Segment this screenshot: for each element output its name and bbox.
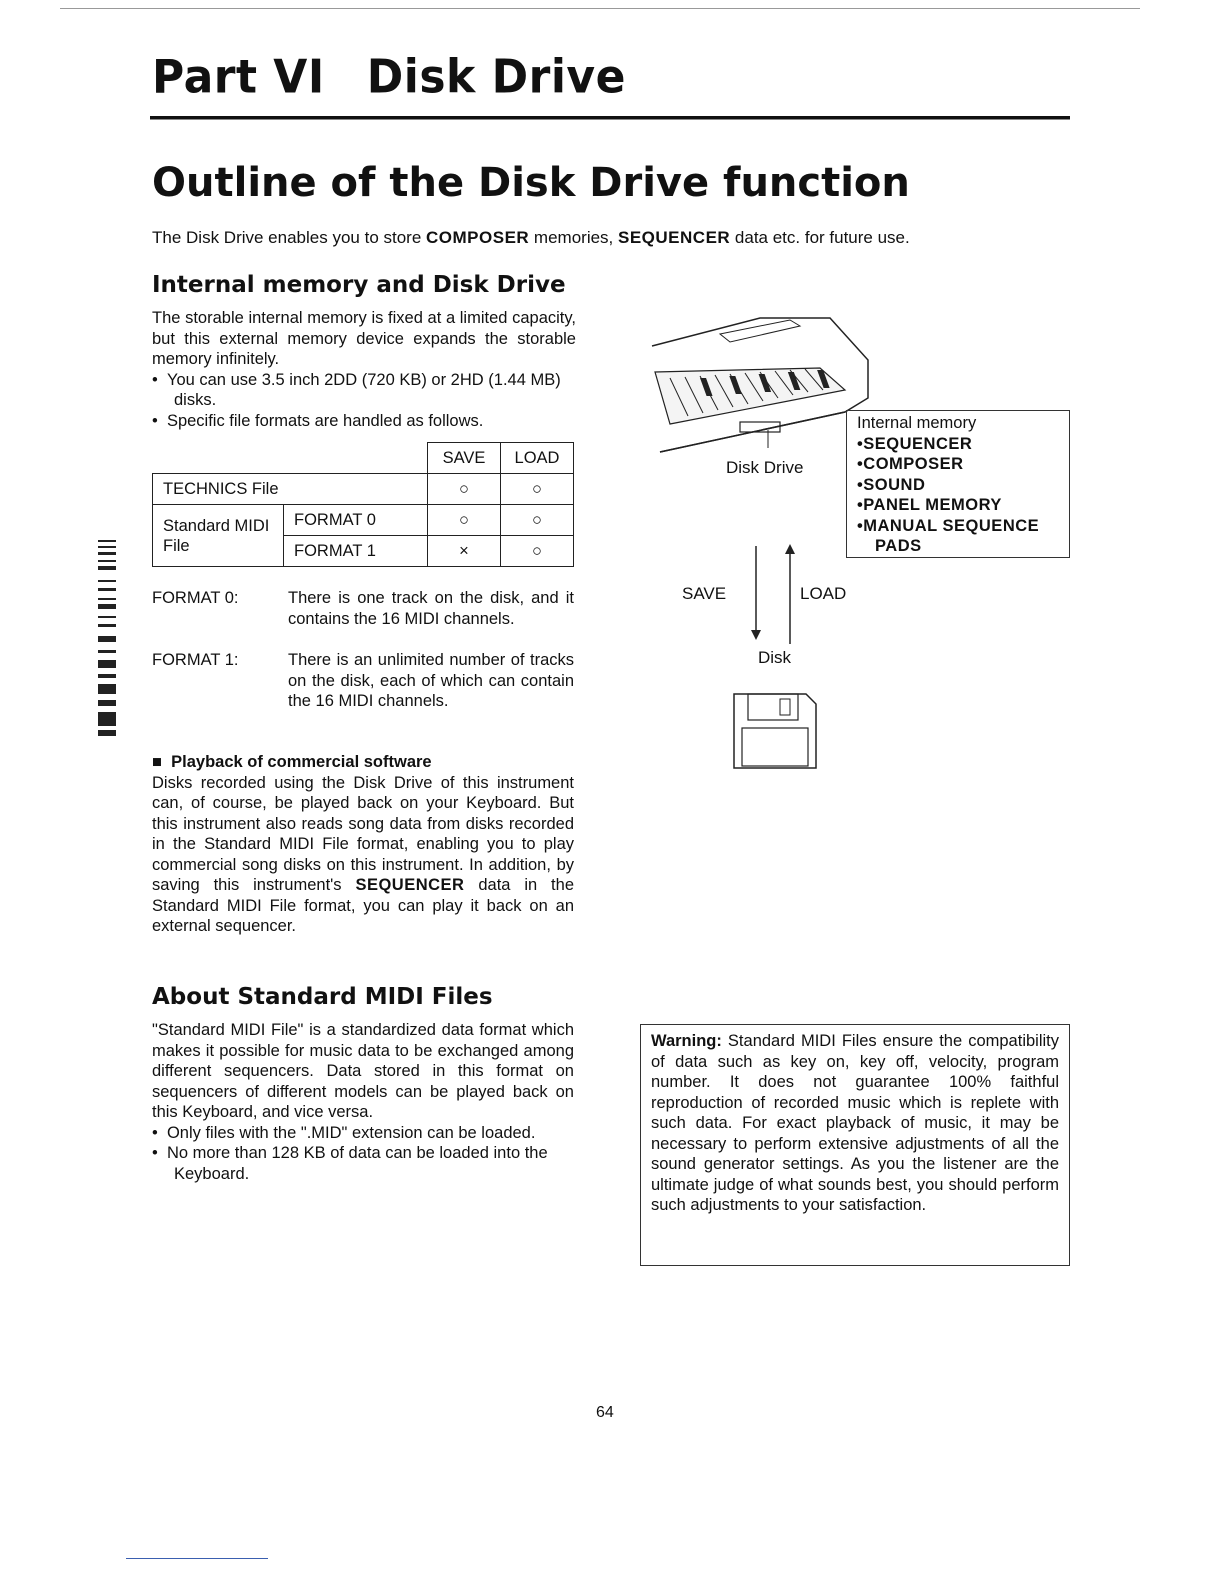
up-arrow-icon [785, 544, 795, 554]
warning-box [640, 1024, 1070, 1266]
warning-label: Warning: [651, 1032, 722, 1050]
col-save: SAVE [428, 443, 501, 474]
intro-sequencer: SEQUENCER [618, 228, 731, 247]
format-table [152, 442, 574, 567]
scan-edge-marks [96, 540, 118, 740]
memory-item-panel-memory: •PANEL MEMORY [857, 496, 1002, 514]
top-rule [60, 8, 1140, 9]
format0-label: FORMAT 0: [152, 589, 239, 607]
format0-text: There is one track on the disk, and it contains the 16 MIDI channels. [288, 589, 574, 628]
intro-post: data etc. for future use. [730, 228, 910, 247]
part-title: Disk Drive [366, 50, 626, 105]
internal-bullet-1-text: You can use 3.5 inch 2DD (720 KB) or 2HD (1.44 MB) disks. [166, 370, 561, 409]
format1-text: There is an unlimited number of tracks on the disk, each of which can contain the 16 MIDI channels. [288, 651, 574, 710]
smf-paragraph: "Standard MIDI File" is a standardized data format which makes it possible for music data to be exchanged among different sequencers. Data stored in this format on sequencers of different models can be played back on this Keyboard, and vice versa. [152, 1021, 574, 1121]
smf-heading: About Standard MIDI Files [152, 984, 493, 1010]
internal-bullet-2-text: Specific file formats are handled as follows. [166, 411, 484, 430]
playback-text-pre: Disks recorded using the Disk Drive of this instrument can, of course, be played back on your Keyboard. But this instrument also reads song data from disks recorded in the Standard MIDI File format, enabling you to play commercial song disks on this instrument. In addition, by saving this instrument's [152, 773, 574, 894]
smf-body [152, 1020, 574, 1184]
intro-mid: memories, [529, 228, 618, 247]
internal-paragraph: The storable internal memory is fixed at a limited capacity, but this external memory device expands the storable memory infinitely. [152, 309, 576, 368]
header-rule-shadow [150, 119, 1070, 120]
memory-item-sequencer: •SEQUENCER [857, 434, 973, 453]
disk-drive-label: Disk Drive [726, 458, 804, 477]
smf-bullet-1: • Only files with the ".MID" extension can be loaded. [152, 1123, 536, 1142]
keyboard-illustration [640, 312, 880, 462]
row-format0-load: ○ [501, 505, 574, 536]
part-heading [152, 51, 626, 105]
memory-item-sound: •SOUND [857, 475, 926, 494]
part-number: Part VI [152, 50, 325, 105]
disk-label: Disk [758, 648, 792, 667]
row-format0-label: FORMAT 0 [284, 505, 428, 536]
playback-heading-text: Playback of commercial software [171, 753, 432, 771]
memory-item-manual-sequence: •MANUAL SEQUENCE [857, 516, 1040, 535]
row-format1-label: FORMAT 1 [284, 536, 428, 567]
row-technics-save: ○ [428, 474, 501, 505]
internal-memory-box [846, 410, 1070, 558]
memory-title: Internal memory [857, 414, 977, 432]
playback-section [152, 752, 574, 937]
warning-text: Standard MIDI Files ensure the compatibility of data such as key on, key off, velocity, program number. It does not guarantee 100% faithful reproduction of recorded music which is replete with such data. For exact playback of music, it may be necessary to perform extensive adjustments of all the sound generator settings. As you the listener are the ultimate judge of what sounds best, you should perform such adjustments to your satisfaction. [651, 1032, 1059, 1214]
row-format0-save: ○ [428, 505, 501, 536]
playback-heading [152, 752, 574, 773]
floppy-disk-icon [732, 692, 818, 772]
internal-bullet-1: • You can use 3.5 inch 2DD (720 KB) or 2HD (1.44 MB) disks. [152, 370, 561, 409]
page-number: 64 [596, 1404, 614, 1421]
format1-label: FORMAT 1: [152, 651, 239, 669]
section-title: Outline of the Disk Drive function [152, 160, 910, 206]
row-technics-label: TECHNICS File [153, 474, 428, 505]
table-row [153, 505, 574, 536]
row-format1-load: ○ [501, 536, 574, 567]
col-load: LOAD [501, 443, 574, 474]
playback-text-post: data in the Standard MIDI File format, you can play it back on an external sequencer. [152, 876, 574, 935]
memory-item-composer: •COMPOSER [857, 455, 964, 473]
smf-bullet-2-text: No more than 128 KB of data can be loaded into the Keyboard. [166, 1144, 548, 1183]
smf-bullet-2: • No more than 128 KB of data can be loaded into the Keyboard. [152, 1144, 548, 1183]
playback-sequencer: SEQUENCER [355, 876, 465, 894]
square-bullet-icon: ■ [152, 753, 162, 771]
internal-heading: Internal memory and Disk Drive [152, 272, 566, 298]
down-arrow-icon [751, 630, 761, 640]
smf-bullet-1-text: Only files with the ".MID" extension can be loaded. [166, 1123, 536, 1142]
row-smf-group: Standard MIDI File [153, 505, 284, 567]
intro-composer: COMPOSER [426, 228, 530, 247]
load-label: LOAD [800, 584, 847, 603]
memory-item-pads: PADS [875, 537, 922, 555]
bottom-underline [126, 1558, 268, 1559]
row-technics-load: ○ [501, 474, 574, 505]
table-header-row [153, 443, 574, 474]
save-label: SAVE [682, 584, 727, 603]
row-format1-save: × [428, 536, 501, 567]
intro-pre: The Disk Drive enables you to store [152, 228, 427, 247]
playback-text [152, 773, 574, 937]
internal-bullet-2: • Specific file formats are handled as follows. [152, 411, 484, 430]
intro-text [152, 228, 910, 248]
table-row [153, 474, 574, 505]
internal-body [152, 308, 576, 431]
